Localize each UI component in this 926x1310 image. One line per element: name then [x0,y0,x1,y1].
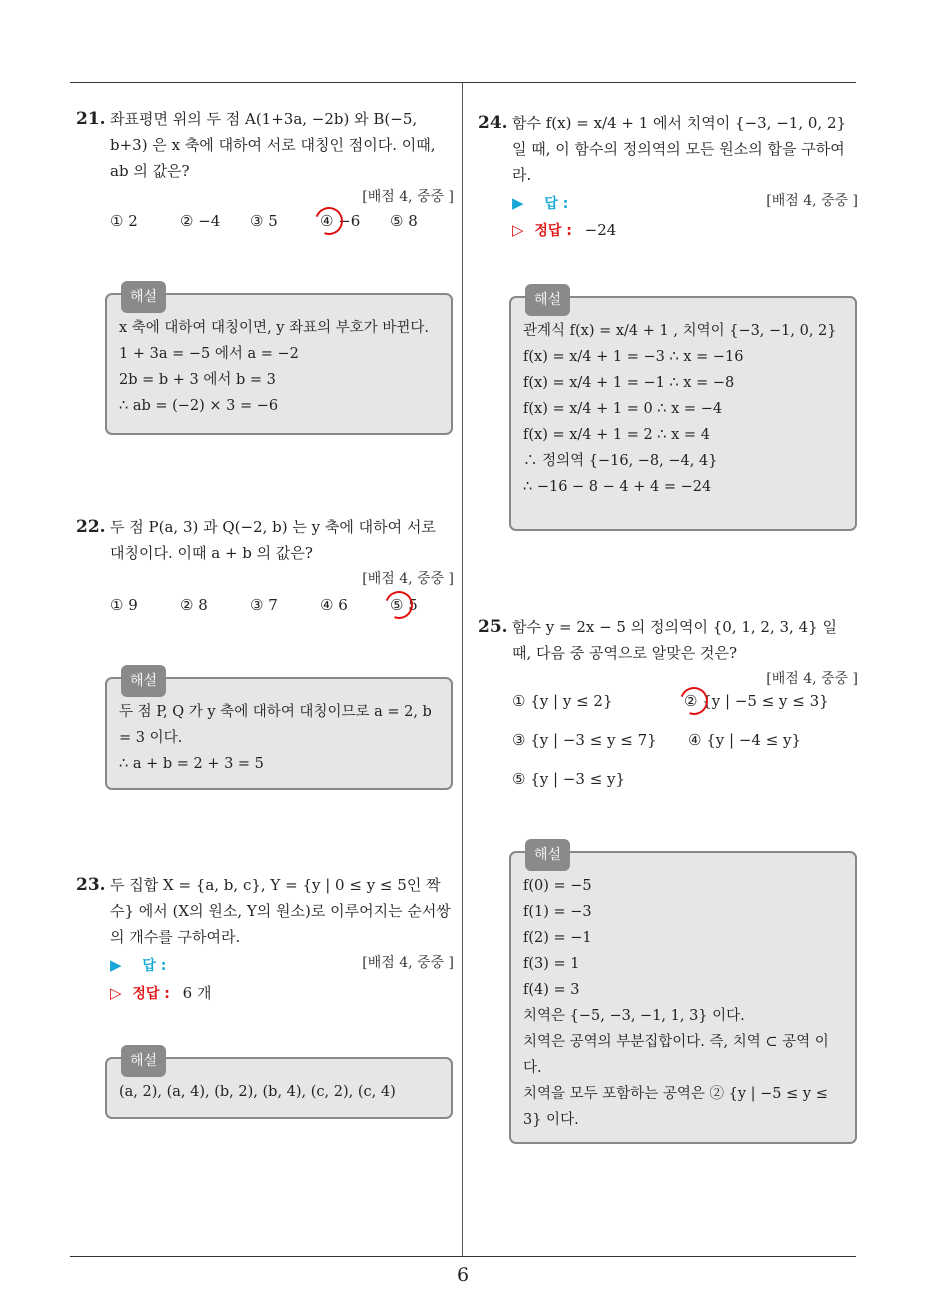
play-arrow-icon: ▶ [110,956,122,974]
choice-1[interactable]: ① {y | y ≤ 2} [512,692,613,710]
question-25 [478,614,858,692]
solution-line: 관계식 f(x) = x/4 + 1 , 치역이 {−3, −1, 0, 2} [523,323,837,339]
choice-4[interactable]: ④ 6 [320,596,348,614]
question-21 [76,106,454,210]
answer-line-23 [110,955,166,975]
choice-5[interactable]: ⑤ {y | −3 ≤ y} [512,770,626,788]
solution-tag: 해설 [121,1045,166,1077]
solution-line: ∴ 정의역 {−16, −8, −4, 4} [523,453,718,469]
question-number: 24. [478,113,508,133]
solution-line: f(x) = x/4 + 1 = 2 ∴ x = 4 [523,427,710,443]
correct-value: −24 [584,221,617,239]
choice-2[interactable]: ② −4 [180,212,221,230]
question-text: 두 집합 X = {a, b, c}, Y = {y | 0 ≤ y ≤ 5인 짝수} 에서 (X의 원소, Y의 원소)로 이루어지는 순서쌍의 개수를 구하여라. [110,876,451,946]
choice-3[interactable]: ③ 7 [250,596,278,614]
choices-22 [110,596,460,620]
correct-label: 정답 : [132,986,170,1002]
correct-value: 6 개 [182,984,212,1002]
score-meta: [배점 4, 중중 ] [766,671,858,687]
solution-line: ∴ a + b = 2 + 3 = 5 [119,756,264,772]
choice-2[interactable]: ② {y | −5 ≤ y ≤ 3} [684,692,829,710]
solution-tag: 해설 [121,281,166,313]
choice-1[interactable]: ① 9 [110,596,138,614]
correct-line-23 [110,982,211,1003]
solution-line: (a, 2), (a, 4), (b, 2), (b, 4), (c, 2), (c, 4) [119,1084,396,1100]
solution-tag: 해설 [525,284,570,316]
solution-line: x 축에 대하여 대칭이면, y 좌표의 부호가 바뀐다. [119,320,429,336]
question-22 [76,514,454,592]
solution-line: f(x) = x/4 + 1 = 0 ∴ x = −4 [523,401,723,417]
choice-1[interactable]: ① 2 [110,212,138,230]
bottom-rule [70,1256,856,1257]
choice-5[interactable]: ⑤ 8 [390,212,418,230]
question-number: 22. [76,517,106,537]
solution-line: 치역은 {−5, −3, −1, 1, 3} 이다. [523,1008,745,1024]
solution-line: f(2) = −1 [523,930,592,946]
solution-tag: 해설 [121,665,166,697]
question-number: 23. [76,875,106,895]
question-number: 25. [478,617,508,637]
solution-line: 1 + 3a = −5 에서 a = −2 [119,346,299,362]
question-text: 좌표평면 위의 두 점 A(1+3a, −2b) 와 B(−5, b+3) 은 x 축에 대하여 서로 대칭인 점이다. 이때, ab 의 값은? [110,110,436,180]
top-rule [70,82,856,83]
solution-line: 치역을 모두 포함하는 공역은 ② {y | −5 ≤ y ≤ 3} 이다. [523,1086,828,1128]
outline-arrow-icon: ▷ [110,984,122,1002]
solution-box-23 [105,1053,453,1119]
question-text: 함수 y = 2x − 5 의 정의역이 {0, 1, 2, 3, 4} 일 때, 다음 중 공역으로 알맞은 것은? [512,618,837,662]
solution-line: f(0) = −5 [523,878,592,894]
solution-line: 2b = b + 3 에서 b = 3 [119,372,276,388]
solution-line: f(x) = x/4 + 1 = −1 ∴ x = −8 [523,375,735,391]
answer-label: 답 : [142,958,167,974]
solution-box-25 [509,847,857,1144]
page-number: 6 [456,1264,470,1286]
solution-line: 치역은 공역의 부분집합이다. 즉, 치역 ⊂ 공역 이다. [523,1034,829,1076]
solution-box-21 [105,289,453,435]
score-meta: [배점 4, 중중 ] [362,955,454,971]
answer-label: 답 : [544,196,569,212]
correct-label: 정답 : [534,223,572,239]
choice-3[interactable]: ③ {y | −3 ≤ y ≤ 7} [512,731,657,749]
solution-box-22 [105,673,453,790]
answer-line-24 [512,193,568,213]
score-meta: [배점 4, 중중 ] [766,193,858,209]
choice-2[interactable]: ② 8 [180,596,208,614]
solution-line: ∴ −16 − 8 − 4 + 4 = −24 [523,479,712,495]
play-arrow-icon: ▶ [512,194,524,212]
solution-line: f(1) = −3 [523,904,592,920]
solution-line: f(3) = 1 [523,956,580,972]
outline-arrow-icon: ▷ [512,221,524,239]
question-text: 두 점 P(a, 3) 과 Q(−2, b) 는 y 축에 대하여 서로 대칭이다. 이때 a + b 의 값은? [110,518,436,562]
score-meta: [배점 4, 중중 ] [362,189,454,205]
choices-21 [110,212,460,236]
choices-25 [512,692,862,802]
solution-tag: 해설 [525,839,570,871]
solution-box-24 [509,292,857,531]
solution-line: f(x) = x/4 + 1 = −3 ∴ x = −16 [523,349,744,365]
solution-line: 두 점 P, Q 가 y 축에 대하여 대칭이므로 a = 2, b = 3 이다. [119,704,432,746]
column-divider [462,82,463,1256]
question-number: 21. [76,109,106,129]
choice-5[interactable]: ⑤ 5 [390,596,418,614]
score-meta: [배점 4, 중중 ] [362,571,454,587]
solution-line: f(4) = 3 [523,982,580,998]
choice-4[interactable]: ④ −6 [320,212,361,230]
correct-line-24 [512,220,616,240]
question-text: 함수 f(x) = x/4 + 1 에서 치역이 {−3, −1, 0, 2} 일 때, 이 함수의 정의역의 모든 원소의 합을 구하여라. [512,114,847,184]
solution-line: ∴ ab = (−2) × 3 = −6 [119,398,279,414]
choice-3[interactable]: ③ 5 [250,212,278,230]
choice-4[interactable]: ④ {y | −4 ≤ y} [688,731,802,749]
